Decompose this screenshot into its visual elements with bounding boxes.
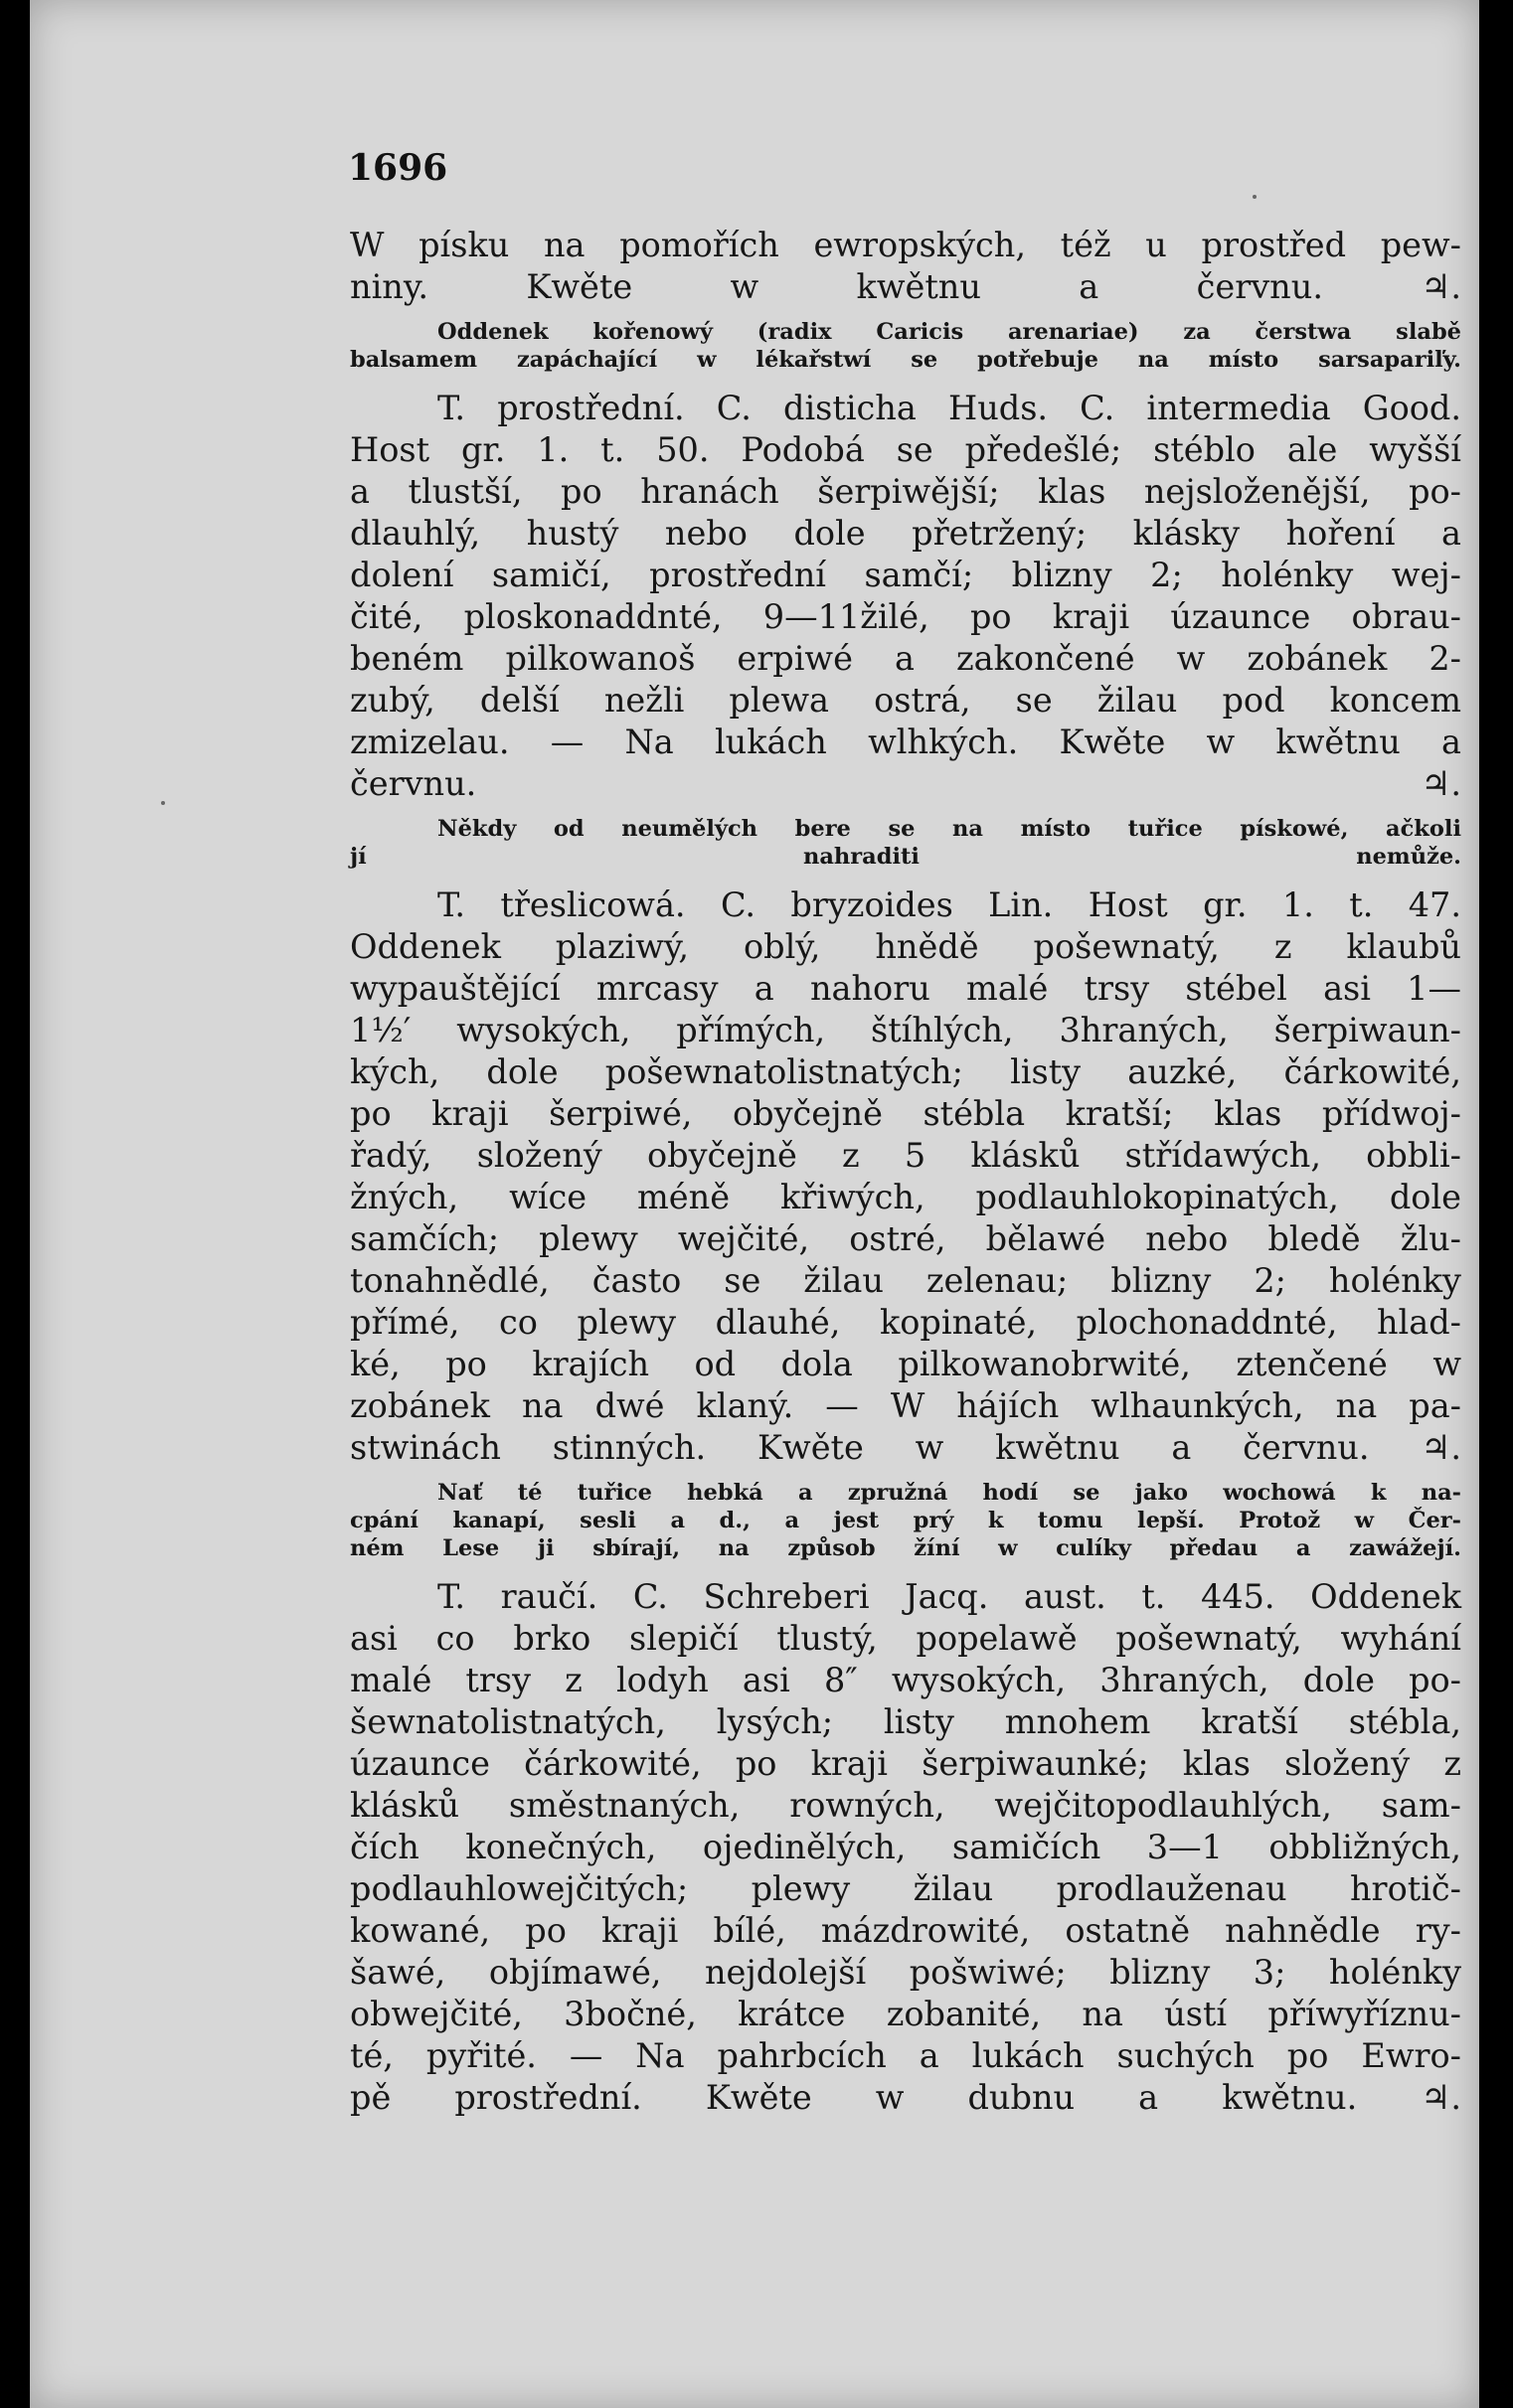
note-rhizome-use: Oddenek kořenowý (radix Caricis arenariae) za čerstwa slabě balsamem zapáchající w lékařstwí se potřebuje na místo sarsapariľy.	[350, 319, 1461, 373]
paper-speck	[161, 801, 165, 805]
paper-speck	[1253, 195, 1257, 199]
book-page	[30, 0, 1479, 2408]
page-number: 1696	[348, 147, 448, 189]
note-substitute: Někdy od neumělých bere se na místo tuřice pískowé, ačkoli jí nahraditi nemůže.	[350, 816, 1461, 870]
entry-carex-disticha: T. prostřední. C. disticha Huds. C. intermedia Good. Host gr. 1. t. 50. Podobá se předešlé; stéblo ale wyšší a tlustší, po hranách šerpiwější; klas nejsloženější, po- dlauhlý, hustý nebo dole přetržený; klásky hoření a dolení samičí, prostřední samčí; blizny 2; holénky wej- čité, ploskonaddnté, 9—11žilé, po kraji úzaunce obrau- beném pilkowanoš erpiwé a zakončené w zobánek 2- zubý, delší nežli plewa ostrá, se žilau pod koncem zmizelau. — Na lukách wlhkých. Kwěte w kwětnu a červnu. ♃.	[350, 389, 1461, 803]
page-text	[350, 225, 1461, 2119]
note-stuffing-use: Nať té tuřice hebká a zpružná hodí se jako wochowá k na- cpání kanapí, sesli a d., a jest prý k tomu lepší. Protož w Čer- ném Lese ji sbírají, na způsob žíní w culíky předau a zawážejí.	[350, 1480, 1461, 1561]
entry-carex-bryzoides: T. třeslicowá. C. bryzoides Lin. Host gr. 1. t. 47. Oddenek plaziwý, oblý, hnědě pošewnatý, z klaubů wypauštějící mrcasy a nahoru malé trsy stébel asi 1— 1½′ wysokých, přímých, štíhlých, 3hraných, šerpiwaun- kých, dole pošewnatolistnatých; listy auzké, čárkowité, po kraji šerpiwé, obyčejně stébla kratší; klas přídwoj- řadý, složený obyčejně z 5 klásků střídawých, obbli- žných, wíce méně křiwých, podlauhlokopinatých, dole samčích; plewy wejčité, ostré, bělawé nebo bledě žlu- tonahnědlé, často se žilau zelenau; blizny 2; holénky přímé, co plewy dlauhé, kopinaté, plochonaddnté, hlad- ké, po krajích od dola pilkowanobrwité, ztenčené w zobánek na dwé klaný. — W hájích wlhaunkých, na pa- stwinách stinných. Kwěte w kwětnu a červnu. ♃.	[350, 885, 1461, 1467]
paragraph-habitat-end: W písku na pomořích ewropských, též u prostřed pew- niny. Kwěte w kwětnu a červnu. ♃.	[350, 226, 1461, 306]
entry-carex-schreberi: T. raučí. C. Schreberi Jacq. aust. t. 445. Oddenek asi co brko slepičí tlustý, popelawě pošewnatý, wyhání malé trsy z lodyh asi 8″ wysokých, 3hraných, dole po- šewnatolistnatých, lysých; listy mnohem kratší stébla, úzaunce čárkowité, po kraji šerpiwaunké; klas složený z klásků směstnaných, rowných, wejčitopodlauhlých, sam- čích konečných, ojedinělých, samičích 3—1 obbližných, podlauhlowejčitých; plewy žilau prodlauženau hrotič- kowané, po kraji bílé, mázdrowité, ostatně nahnědle ry- šawé, objímawé, nejdolejší pošwiwé; blizny 3; holénky obwejčité, 3bočné, krátce zobanité, na ústí příwyříznu- té, pyřité. — Na pahrbcích a lukách suchých po Ewro- pě prostřední. Kwěte w dubnu a kwětnu. ♃.	[350, 1577, 1461, 2117]
